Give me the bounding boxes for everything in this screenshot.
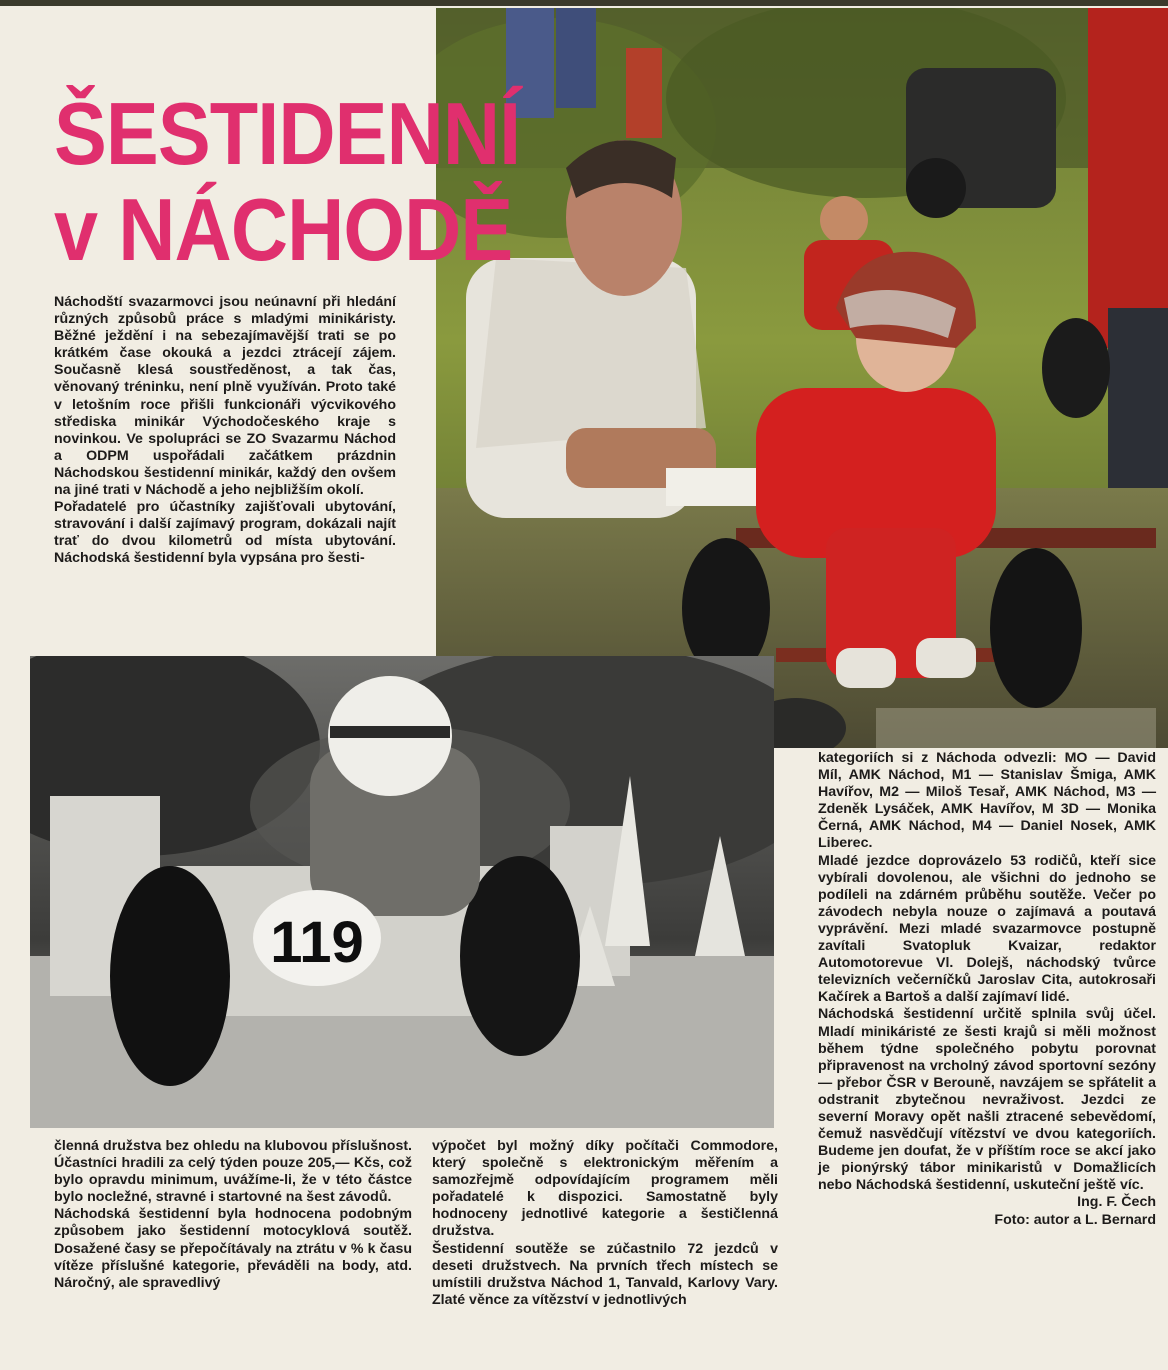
- article-column-4: [818, 750, 1156, 1229]
- paragraph: členná družstva bez ohledu na klubovou příslušnost. Účastníci hradili za celý týden pouze 205,— Kčs, což bylo opravdu minimum, uvážíme-li, že v této částce bylo nocležné, stravné i startovné na šest závodů.: [54, 1138, 412, 1206]
- paragraph: Mladé jezdce doprovázelo 53 rodičů, kteří sice vybírali dovolenou, ale všichni do jednoho se podíleli na zdárném průběhu soutěže. Večer po závodech nebyla nouze o zajímavá a poutavá vyprávění. Mezi mladé svazarmovce postupně zavítali Svatopluk Kvaizar, redaktor Automotorevue Vl. Dolejš, náchodský tvůrce televizních večerníčků Jaroslav Cita, autokrosaři Kačírek a Bartoš a další zajímaví lidé.: [818, 852, 1156, 1006]
- paragraph: Pořadatelé pro účastníky zajišťovali ubytování, stravování i další zajímavý program, dokázali najít trať do dvou kilometrů od místa ubytování. Náchodská šestidenní byla vypsána pro šesti-: [54, 499, 396, 567]
- bw-photo-kart-119: [30, 656, 774, 1128]
- paragraph: Náchodská šestidenní určitě splnila svůj účel. Mladí minikáristé ze šesti krajů si měli možnost během týdne společného pobytu porovnat připravenost na vrcholný závod sportovní sezóny — přebor ČSR v Berouně, navzájem se spřátelit a odstranit zbytečnou nevraživost. Jezdci ze severní Moravy opět našli ztracené sebevědomí, čemuž nasvědčují vítězství ve dvou kategoriích. Budeme jen doufat, že v příštím roce se akcí jako je pionýrský tábor minikaristů v Domažlicích nebo Náchodská šestidenní, uskuteční ještě víc.: [818, 1006, 1156, 1194]
- article-column-3: [432, 1138, 778, 1309]
- paragraph: Náchodská šestidenní byla hodnocena podobným způsobem jako šestidenní motocyklová soutěž. Dosažené časy se přepočítávaly na ztrátu v % k času vítěze příslušné kategorie, převáděli na body, atd. Náročný, ale spravedlivý: [54, 1206, 412, 1291]
- kart-number: 119: [270, 910, 364, 975]
- top-edge: [0, 0, 1168, 6]
- author-credit: Ing. F. Čech: [1077, 1194, 1156, 1211]
- article-column-2: [54, 1138, 412, 1292]
- category-winners: kategoriích si z Náchoda odvezli: MO — David Míl, AMK Náchod, M1 — Stanislav Šmiga, AMK Havířov, M2 — Miloš Tesař, AMK Náchod, M3 — Zdeněk Lysáček, AMK Havířov, M 3D — Monika Černá, AMK Náchod, M4 — Daniel Nosek, AMK Liberec.: [818, 750, 1157, 852]
- article-headline: [54, 86, 558, 278]
- headline-line-1: ŠESTIDENNÍ: [54, 84, 521, 183]
- paragraph: Náchodští svazarmovci jsou neúnavní při hledání různých způsobů práce s mladými minikáristy. Běžné ježdění i na sebezajímavější trati se po krátkém čase okouká a jezdci ztrácejí zájem. Současně klesá soustředěnost, a tak čas, věnovaný tréninku, není plně využíván. Proto také v letošním roce přišli funkcionáři výcvikového střediska minikár Východočeského kraje s novinkou. Ve spolupráci se ZO Svazarmu Náchod a ODPM uspořádali začátkem prázdnin Náchodskou šestidenní minikár, každý den ovšem na jiné trati v Náchodě a jeho nejbližším okolí.: [54, 294, 396, 499]
- paragraph: výpočet byl možný díky počítači Commodore, který společně s elektronickým měřením a samozřejmě odpovídajícím programem měli pořadatelé k dispozici. Samostatně byly hodnoceny jednotlivé kategorie a šestičlenná družstva.: [432, 1138, 778, 1240]
- article-column-1: [54, 294, 396, 568]
- headline-line-2: v NÁCHODĚ: [54, 180, 513, 279]
- photo-credit: Foto: autor a L. Bernard: [994, 1211, 1156, 1228]
- paragraph: Šestidenní soutěže se zúčastnilo 72 jezdců v deseti družstvech. Na prvních třech místech se umístili družstva Náchod 1, Tanvald, Karlovy Vary. Zlaté věnce za vítězství v jednotlivých: [432, 1240, 778, 1308]
